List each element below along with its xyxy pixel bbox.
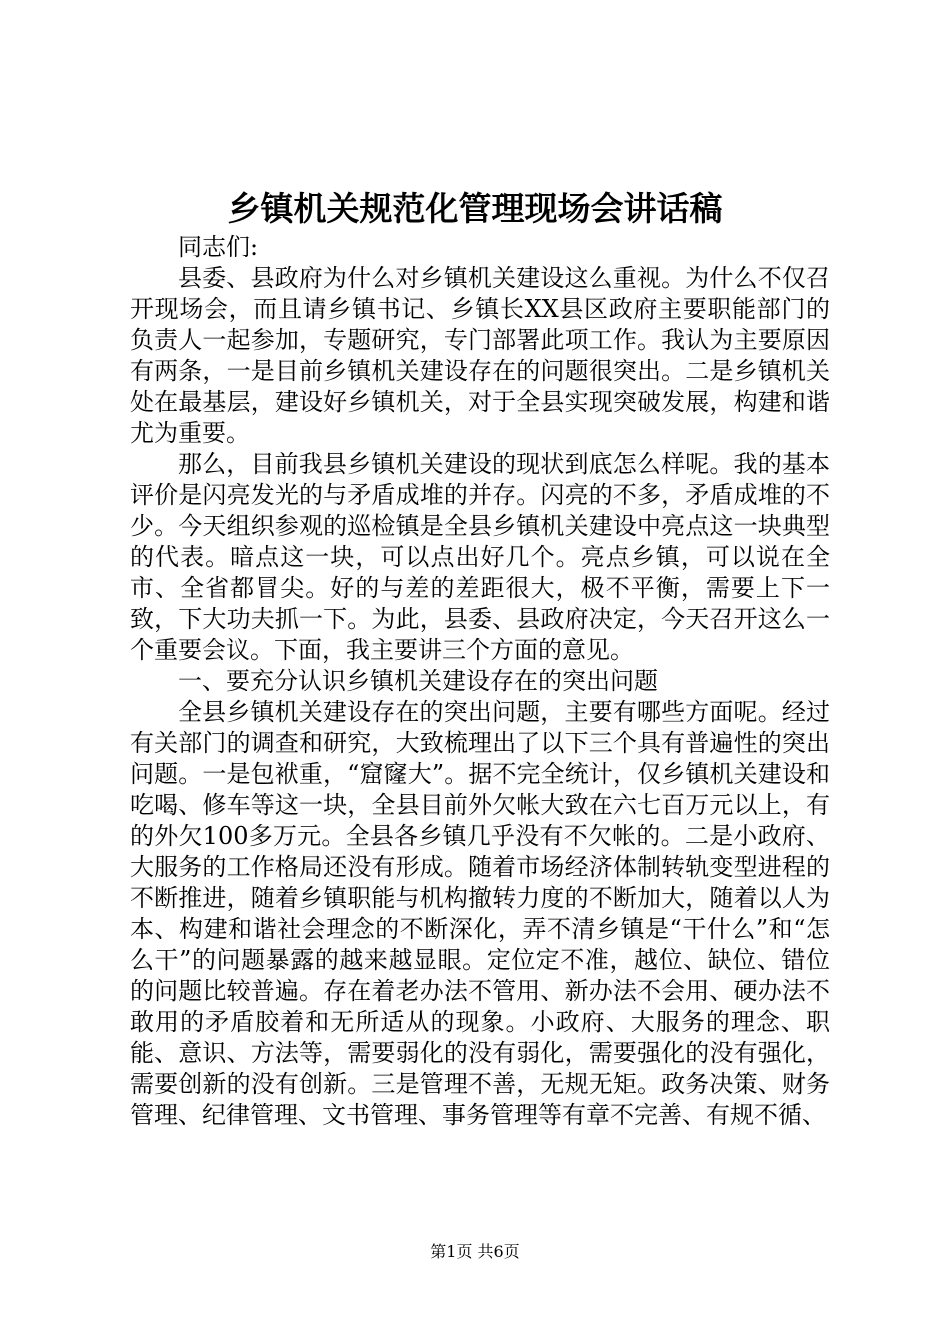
section-heading-1: 一、要充分认识乡镇机关建设存在的突出问题 [178,667,658,695]
page-footer: 第1页 共6页 [430,1242,520,1261]
paragraph-3: 全县乡镇机关建设存在的突出问题，主要有哪些方面呢。经过有关部门的调查和研究，大致梳理出了以下三个具有普遍性的突出问题。一是包袱重，“窟窿大”。据不完全统计，仅乡镇机关建设和吃喝、修车等这一块，全县目前外欠帐大致在六七百万元以上，有的外欠100多万元。全县各乡镇几乎没有不欠帐的。二是小政府、大服务的工作格局还没有形成。随着市场经济体制转轨变型进程的不断推进，随着乡镇职能与机构撤转力度的不断加大，随着以人为本、构建和谐社会理念的不断深化，弄不清乡镇是“干什么”和“怎么干”的问题暴露的越来越显眼。定位定不准，越位、缺位、错位的问题比较普遍。存在着老办法不管用、新办法不会用、硬办法不敢用的矛盾胶着和无所适从的现象。小政府、大服务的理念、职能、意识、方法等，需要弱化的没有弱化，需要强化的没有强化，需要创新的没有创新。三是管理不善，无规无矩。政务决策、财务管理、纪律管理、文书管理、事务管理等有章不完善、有规不循、 [130,698,830,1129]
document-body [130,232,830,1131]
paragraph-2: 那么，目前我县乡镇机关建设的现状到底怎么样呢。我的基本评价是闪亮发光的与矛盾成堆的并存。闪亮的不多，矛盾成堆的不少。今天组织参观的巡检镇是全县乡镇机关建设中亮点这一块典型的代表。暗点这一块，可以点出好几个。亮点乡镇，可以说在全市、全省都冒尖。好的与差的差距很大，极不平衡，需要上下一致，下大功夫抓一下。为此，县委、县政府决定，今天召开这么一个重要会议。下面，我主要讲三个方面的意见。 [130,450,830,664]
greeting-line: 同志们: [178,233,259,261]
paragraph-1: 县委、县政府为什么对乡镇机关建设这么重视。为什么不仅召开现场会，而且请乡镇书记、乡镇长XX县区政府主要职能部门的负责人一起参加，专题研究，专门部署此项工作。我认为主要原因有两条，一是目前乡镇机关建设存在的问题很突出。二是乡镇机关处在最基层，建设好乡镇机关，对于全县实现突破发展，构建和谐尤为重要。 [130,264,830,447]
document-title: 乡镇机关规范化管理现场会讲话稿 [227,189,723,228]
